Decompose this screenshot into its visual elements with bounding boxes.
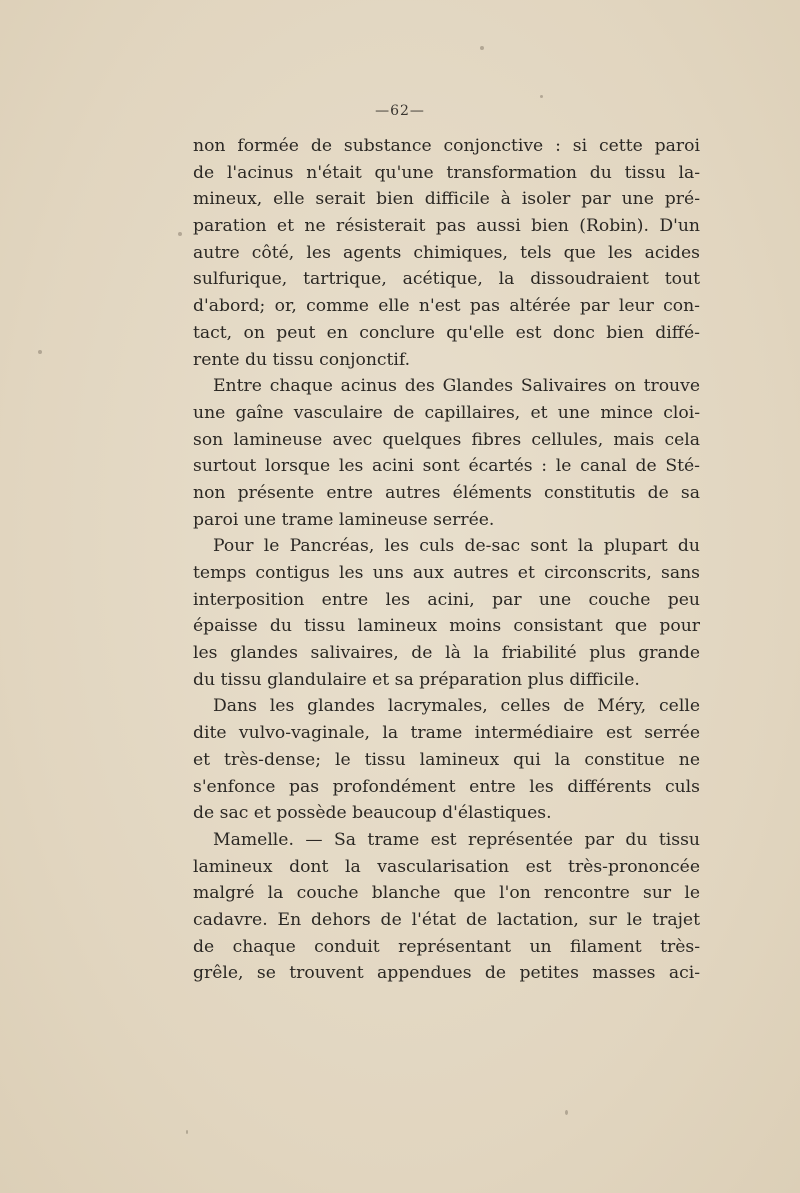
text-line: dite vulvo-vaginale, la trame intermédiaire est serrée xyxy=(193,723,700,744)
text-line: grêle, se trouvent appendues de petites masses aci- xyxy=(193,963,700,984)
text-line: mineux, elle serait bien difficile à isoler par une pré- xyxy=(193,189,700,210)
paragraph-lacrimal-glands xyxy=(193,693,700,826)
text-line: une gaîne vasculaire de capillaires, et une mince cloi- xyxy=(193,402,700,423)
text-line: non présente entre autres éléments constitutis de sa xyxy=(193,482,700,503)
text-line: rente du tissu conjonctif. xyxy=(193,349,411,370)
text-line: surtout lorsque les acini sont écartés : le canal de Sté- xyxy=(193,456,700,477)
text-line: épaisse du tissu lamineux moins consistant que pour xyxy=(193,616,700,637)
paper-speck xyxy=(38,350,42,354)
text-line: lamineux dont la vascularisation est très-prononcée xyxy=(193,856,700,877)
page-number: —62— xyxy=(375,103,425,119)
paragraph-pancreas xyxy=(193,533,700,693)
text-line: d'abord; or, comme elle n'est pas altérée par leur con- xyxy=(193,296,700,317)
text-line: malgré la couche blanche que l'on rencontre sur le xyxy=(193,883,700,904)
text-line: Pour le Pancréas, les culs de-sac sont la plupart du xyxy=(213,536,700,557)
body-text xyxy=(193,133,700,987)
text-line: interposition entre les acini, par une couche peu xyxy=(193,589,700,610)
paper-speck xyxy=(186,1130,188,1134)
text-line: Dans les glandes lacrymales, celles de Méry, celle xyxy=(213,696,700,717)
text-line: paration et ne résisterait pas aussi bien (Robin). D'un xyxy=(193,216,700,237)
text-line: Entre chaque acinus des Glandes Salivaires on trouve xyxy=(213,376,700,397)
text-line: paroi une trame lamineuse serrée. xyxy=(193,509,495,530)
text-line: de chaque conduit représentant un filament très- xyxy=(193,936,700,957)
text-line: sulfurique, tartrique, acétique, la dissoudraient tout xyxy=(193,269,700,290)
paper-speck xyxy=(178,232,182,236)
text-line: cadavre. En dehors de l'état de lactation, sur le trajet xyxy=(193,909,700,930)
paper-speck xyxy=(480,46,484,50)
text-line: Mamelle. — Sa trame est représentée par du tissu xyxy=(213,829,700,850)
text-line: de sac et possède beaucoup d'élastiques. xyxy=(193,803,552,824)
text-line: du tissu glandulaire et sa préparation plus difficile. xyxy=(193,669,640,690)
text-line: autre côté, les agents chimiques, tels que les acides xyxy=(193,242,700,263)
paper-speck xyxy=(540,95,543,98)
text-line: les glandes salivaires, de là la friabilité plus grande xyxy=(193,643,700,664)
text-line: de l'acinus n'était qu'une transformation du tissu la- xyxy=(193,162,700,183)
text-line: et très-dense; le tissu lamineux qui la constitue ne xyxy=(193,749,700,770)
paragraph-salivary-glands xyxy=(193,373,700,533)
text-line: temps contigus les uns aux autres et circonscrits, sans xyxy=(193,563,700,583)
paragraph-acinus-wall xyxy=(193,133,700,373)
text-line: tact, on peut en conclure qu'elle est donc bien diffé- xyxy=(193,322,700,343)
text-line: s'enfonce pas profondément entre les différents culs xyxy=(193,776,700,797)
text-line: non formée de substance conjonctive : si cette paroi xyxy=(193,136,700,156)
paper-speck xyxy=(565,1110,568,1115)
text-line: son lamineuse avec quelques fibres cellules, mais cela xyxy=(193,429,700,450)
paragraph-mammary-gland xyxy=(193,827,700,987)
